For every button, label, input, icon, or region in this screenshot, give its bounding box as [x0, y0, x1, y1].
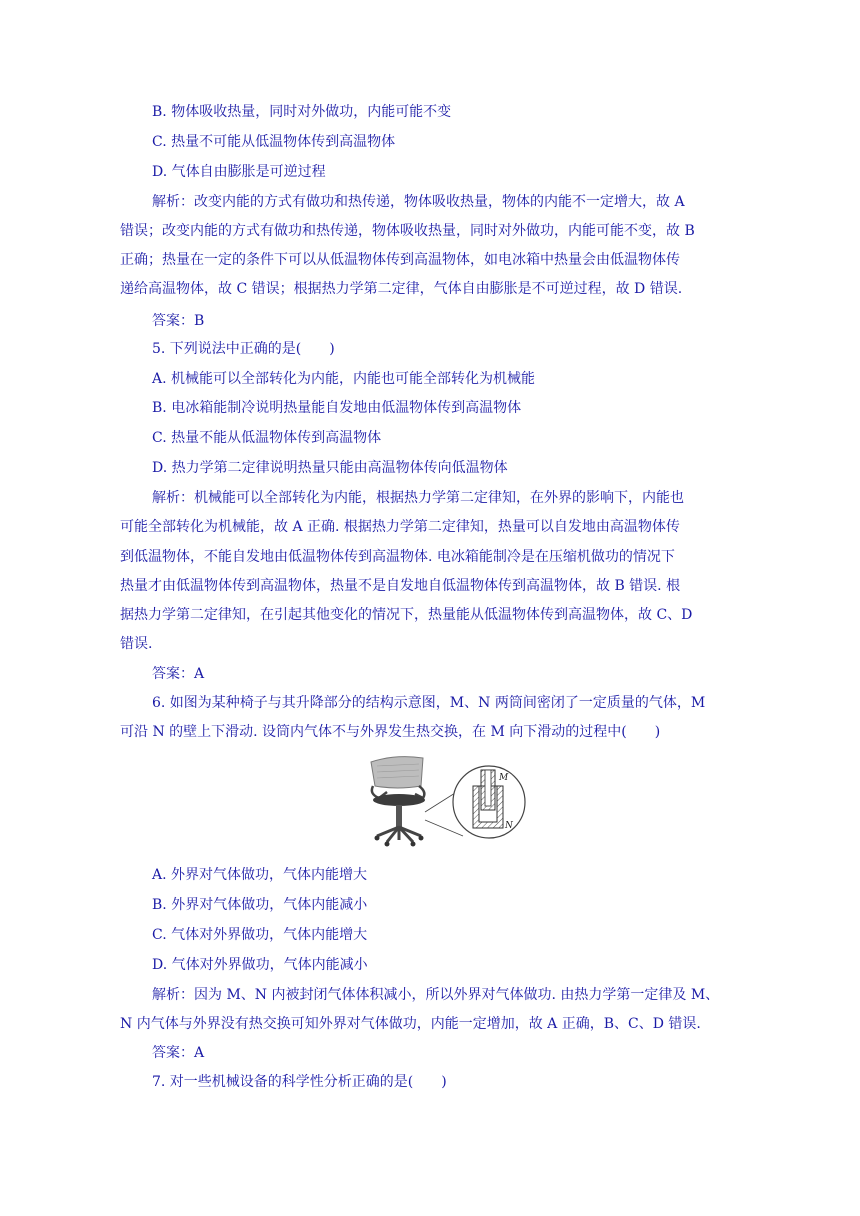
label-n: N [505, 821, 513, 831]
q5-option-b: B. 电冰箱能制冷说明热量能自发地由低温物体传到高温物体 [152, 400, 522, 416]
q5-analysis-line: 据热力学第二定律知，在引起其他变化的情况下，热量能从低温物体传到高温物体，故 C、D [120, 607, 693, 623]
q6-option-a: A. 外界对气体做功，气体内能增大 [152, 867, 368, 883]
q4-option-d: D. 气体自由膨胀是可逆过程 [152, 164, 326, 180]
q5-option-a: A. 机械能可以全部转化为内能，内能也可能全部转化为机械能 [152, 371, 536, 387]
q5-analysis-line: 热量才由低温物体传到高温物体，热量不是自发地自低温物体传到高温物体，故 B 错误. 根 [120, 578, 681, 594]
q4-analysis-line: 正确；热量在一定的条件下可以从低温物体传到高温物体，如电冰箱中热量会由低温物体传 [120, 252, 680, 268]
q5-option-d: D. 热力学第二定律说明热量只能由高温物体传向低温物体 [152, 460, 508, 476]
q4-answer: 答案：B [152, 313, 205, 329]
q5-analysis-line: 错误. [120, 636, 153, 652]
q6-answer: 答案：A [152, 1045, 205, 1061]
q6-analysis-line: 解析：因为 M、N 内被封闭气体体积减小，所以外界对气体做功. 由热力学第一定律及 M、 [152, 987, 720, 1003]
q6-option-d: D. 气体对外界做功，气体内能减小 [152, 957, 368, 973]
cylinder-m [481, 770, 495, 810]
q7-stem: 7. 对一些机械设备的科学性分析正确的是( ) [152, 1074, 447, 1090]
q5-answer: 答案：A [152, 666, 205, 682]
q4-analysis-line: 解析：改变内能的方式有做功和热传递，物体吸收热量，物体的内能不一定增大，故 A [152, 194, 685, 210]
q5-analysis-line: 解析：机械能可以全部转化为内能，根据热力学第二定律知，在外界的影响下，内能也 [152, 490, 684, 506]
q6-analysis-line: N 内气体与外界没有热交换可知外界对气体做功，内能一定增加，故 A 正确，B、C、D 错误. [120, 1016, 701, 1032]
chair-illustration [371, 757, 425, 847]
q4-option-b: B. 物体吸收热量，同时对外做功，内能可能不变 [152, 104, 452, 120]
q4-analysis-line: 递给高温物体，故 C 错误；根据热力学第二定律，气体自由膨胀是不可逆过程，故 D 错误. [120, 281, 683, 297]
q5-stem: 5. 下列说法中正确的是( ) [152, 341, 335, 357]
q6-option-b: B. 外界对气体做功，气体内能减小 [152, 897, 368, 913]
q6-stem-line: 可沿 N 的壁上下滑动. 设筒内气体不与外界发生热交换，在 M 向下滑动的过程中( ) [120, 724, 661, 740]
q5-option-c: C. 热量不能从低温物体传到高温物体 [152, 430, 382, 446]
q4-option-c: C. 热量不可能从低温物体传到高温物体 [152, 134, 396, 150]
q6-option-c: C. 气体对外界做功，气体内能增大 [152, 927, 368, 943]
chair-figure [365, 752, 527, 850]
q4-analysis-line: 错误；改变内能的方式有做功和热传递，物体吸收热量，同时对外做功，内能可能不变，故 B [120, 223, 695, 239]
q5-analysis-line: 可能全部转化为机械能，故 A 正确. 根据热力学第二定律知，热量可以自发地由高温物体传 [120, 519, 680, 535]
q6-stem-line: 6. 如图为某种椅子与其升降部分的结构示意图，M、N 两筒间密闭了一定质量的气体，M [152, 695, 706, 711]
q5-analysis-line: 到低温物体，不能自发地由低温物体传到高温物体. 电冰箱能制冷是在压缩机做功的情况下 [120, 549, 675, 565]
label-m: M [499, 773, 509, 783]
callout-line [425, 820, 463, 836]
